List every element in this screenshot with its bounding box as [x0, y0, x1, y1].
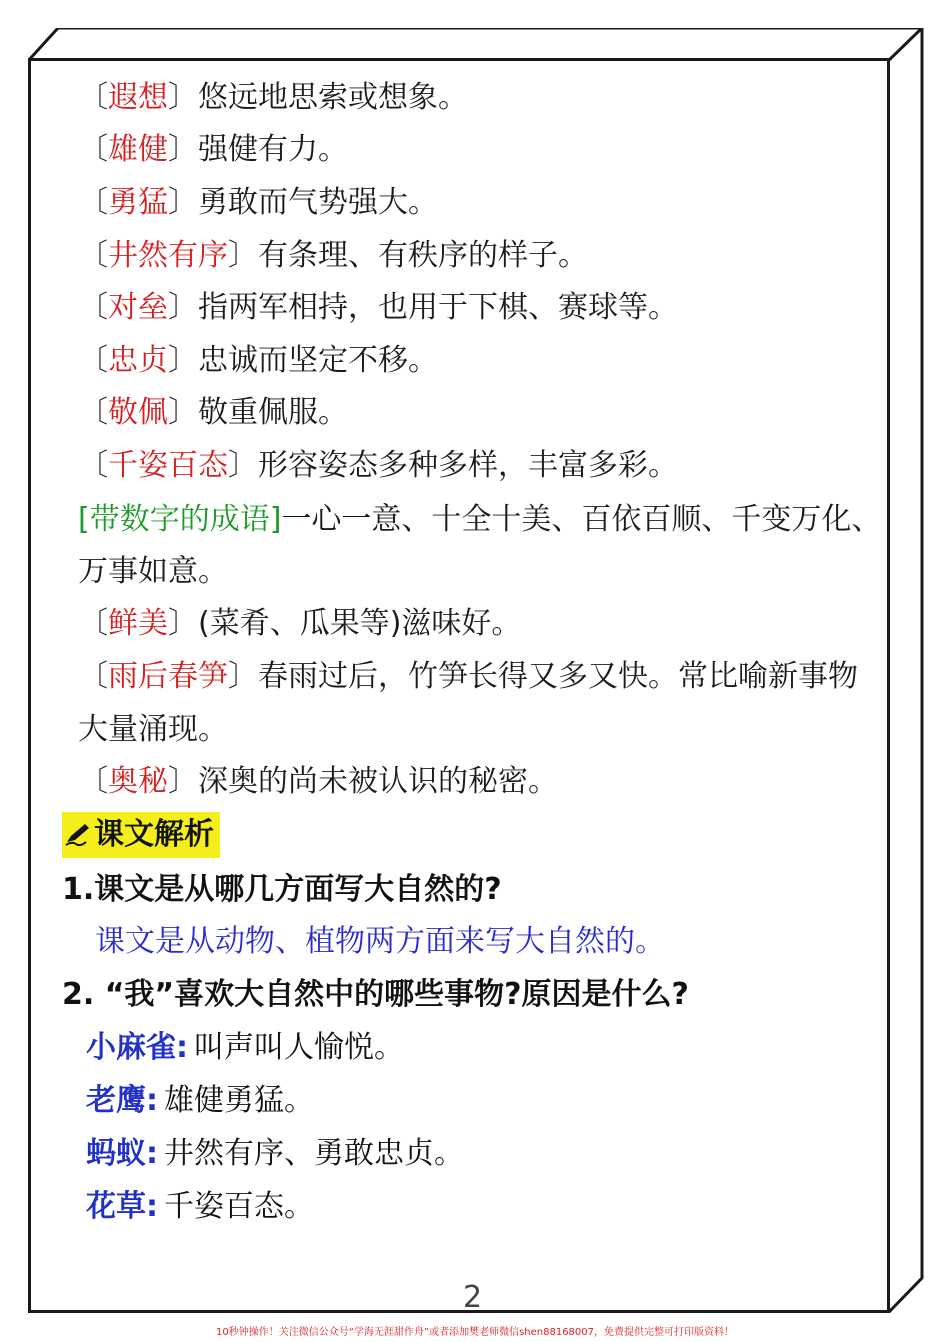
- vocab-definition: 有条理、有秩序的样子。: [258, 238, 588, 273]
- number-idioms-label: 带数字的成语: [89, 502, 270, 537]
- answer-item-label: 老鹰:: [86, 1083, 158, 1118]
- vocab-definition: 强健有力。: [198, 132, 348, 167]
- vocab-definition-continued: 大量涌现。: [78, 712, 228, 747]
- vocab-entry: 〔千姿百态〕形容姿态多种多样，丰富多彩。: [78, 448, 678, 483]
- analysis-heading-text: 课文解析: [94, 817, 214, 852]
- answer-item: [86, 1187, 314, 1227]
- question-2: 2. “我”喜欢大自然中的哪些事物?原因是什么?: [62, 977, 689, 1012]
- vocab-definition: 敬重佩服。: [198, 395, 348, 430]
- vocab-term: 雄健: [108, 132, 168, 167]
- page-number: 2: [463, 1280, 483, 1315]
- vocab-entry: 〔井然有序〕有条理、有秩序的样子。: [78, 238, 588, 273]
- vocab-definition: 春雨过后，竹笋长得又多又快。常比喻新事物: [258, 659, 858, 694]
- vocab-term: 勇猛: [108, 185, 168, 220]
- answer-item-label: 花草:: [86, 1189, 158, 1224]
- answer-item: [86, 1081, 314, 1121]
- answer-item-text: 井然有序、勇敢忠贞。: [164, 1136, 464, 1171]
- vocab-definition: 悠远地思索或想象。: [198, 80, 468, 115]
- answer-1: 课文是从动物、植物两方面来写大自然的。: [95, 924, 665, 959]
- vocab-entry: 〔遐想〕悠远地思索或想象。: [78, 80, 468, 115]
- answer-item: [86, 1134, 464, 1174]
- answer-item-text: 千姿百态。: [164, 1189, 314, 1224]
- vocab-definition: (菜肴、瓜果等)滋味好。: [198, 606, 522, 641]
- answer-item-label: 蚂蚁:: [86, 1136, 158, 1171]
- vocab-definition: 深奥的尚未被认识的秘密。: [198, 764, 558, 799]
- vocab-definition: 勇敢而气势强大。: [198, 185, 438, 220]
- vocab-definition: 形容姿态多种多样，丰富多彩。: [258, 448, 678, 483]
- answer-item-text: 雄健勇猛。: [164, 1083, 314, 1118]
- analysis-heading: [62, 812, 220, 858]
- vocab-term: 千姿百态: [108, 448, 228, 483]
- answer-item-label: 小麻雀:: [86, 1030, 188, 1065]
- vocab-term: 雨后春笋: [108, 659, 228, 694]
- footer-notice: 10秒钟操作！关注微信公众号“学海无涯甜作舟”或者添加樊老师微信shen88168007，免费提供完整可打印版资料！: [215, 1327, 735, 1338]
- vocab-entry: 〔雄健〕强健有力。: [78, 132, 348, 167]
- vocab-entry: 〔奥秘〕深奥的尚未被认识的秘密。: [78, 764, 558, 799]
- vocab-term: 对垒: [108, 290, 168, 325]
- vocab-entry: 〔雨后春笋〕春雨过后，竹笋长得又多又快。常比喻新事物: [78, 659, 858, 694]
- vocab-entry: 〔敬佩〕敬重佩服。: [78, 395, 348, 430]
- vocab-entry: 〔鲜美〕(菜肴、瓜果等)滋味好。: [78, 606, 522, 641]
- vocab-definition: 忠诚而坚定不移。: [198, 343, 438, 378]
- number-idioms-continued: 万事如意。: [78, 554, 228, 589]
- number-idioms-text: 一心一意、十全十美、百依百顺、千变万化、: [281, 502, 882, 537]
- pencil-writing-icon: [64, 818, 94, 848]
- vocab-term: 敬佩: [108, 395, 168, 430]
- vocab-term: 遐想: [108, 80, 168, 115]
- number-idioms: [带数字的成语]一心一意、十全十美、百依百顺、千变万化、: [78, 502, 882, 537]
- vocab-term: 奥秘: [108, 764, 168, 799]
- answer-item: [86, 1028, 404, 1068]
- vocab-term: 井然有序: [108, 238, 228, 273]
- vocab-entry: 〔勇猛〕勇敢而气势强大。: [78, 185, 438, 220]
- vocab-definition: 指两军相持，也用于下棋、赛球等。: [198, 290, 678, 325]
- question-1: 1.课文是从哪几方面写大自然的?: [62, 872, 502, 907]
- vocab-term: 忠贞: [108, 343, 168, 378]
- answer-item-text: 叫声叫人愉悦。: [194, 1030, 404, 1065]
- vocab-entry: 〔忠贞〕忠诚而坚定不移。: [78, 343, 438, 378]
- vocab-term: 鲜美: [108, 606, 168, 641]
- vocab-entry: 〔对垒〕指两军相持，也用于下棋、赛球等。: [78, 290, 678, 325]
